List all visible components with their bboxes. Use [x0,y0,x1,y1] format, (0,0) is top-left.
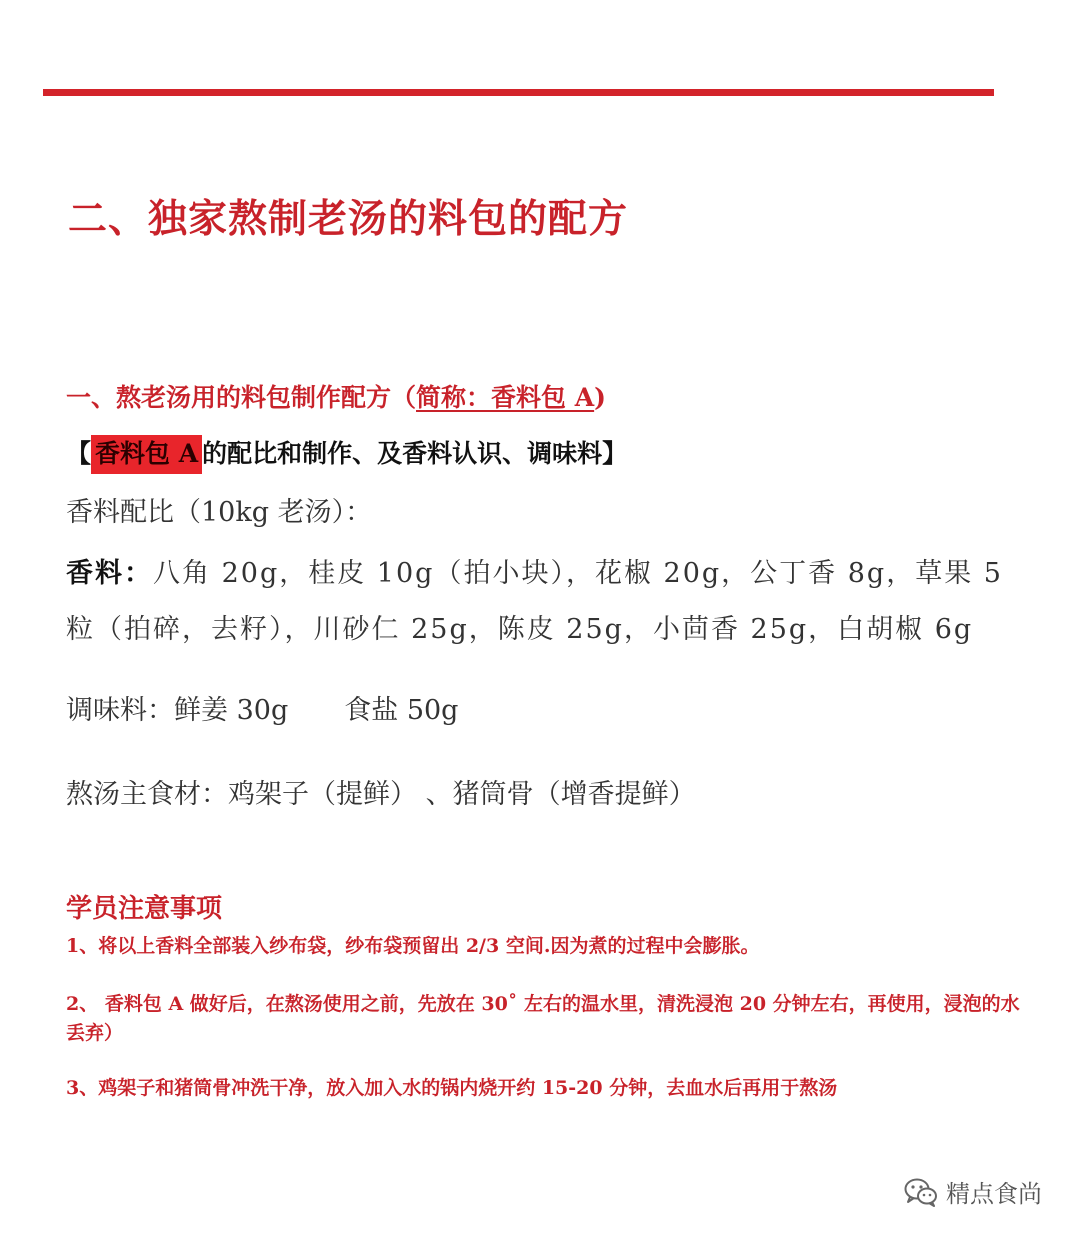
top-divider [43,89,994,96]
subtitle-rest: 的配比和制作、及香料认识、调味料】 [202,439,628,468]
section-heading [66,378,606,414]
watermark-text: 精点食尚 [946,1180,1042,1208]
seasoning-label: 调味料： [66,695,174,726]
spice-items-text: 八角 20g，桂皮 10g（拍小块），花椒 20g，公丁香 8g，草果 5 粒（拍碎，去籽），川砂仁 25g，陈皮 25g，小茴香 25g，白胡椒 6g [66,558,1003,645]
seasoning-line [66,688,458,727]
seasoning-item-ginger: 鲜姜 30g [174,695,289,726]
page-title: 二、独家熬制老汤的料包的配方 [68,196,629,242]
spice-list [66,546,1026,658]
wechat-icon [904,1177,938,1207]
spice-label: 香料： [66,558,153,589]
spice-ratio-line: 香料配比（10kg 老汤）： [66,497,373,528]
section-heading-abbr: 简称：香料包 A [416,383,595,412]
account-watermark [904,1174,1042,1209]
notes-heading: 学员注意事项 [66,894,223,924]
section-heading-main: 一、熬老汤用的料包制作配方（ [66,383,417,412]
highlighted-pack-name: 香料包 A [91,435,202,474]
note-item: 2、 香料包 A 做好后，在熬汤使用之前，先放在 30˚ 左右的温水里，清洗浸泡 20 分钟左右，再使用，浸泡的水丢弃） [66,993,1020,1044]
note-item: 1、将以上香料全部装入纱布袋，纱布袋预留出 2/3 空间.因为煮的过程中会膨胀。 [66,935,760,957]
spice-pack-subtitle [66,434,627,470]
bracket-open: 【 [66,439,92,468]
note-item: 3、鸡架子和猪筒骨冲洗干净，放入加入水的锅内烧开约 15-20 分钟，去血水后再用于熬汤 [66,1077,838,1099]
section-heading-close: ) [594,383,606,412]
main-ingredients-line: 熬汤主食材：鸡架子（提鲜） 、猪筒骨（增香提鲜） [66,779,696,810]
seasoning-item-salt: 食盐 50g [344,695,459,726]
